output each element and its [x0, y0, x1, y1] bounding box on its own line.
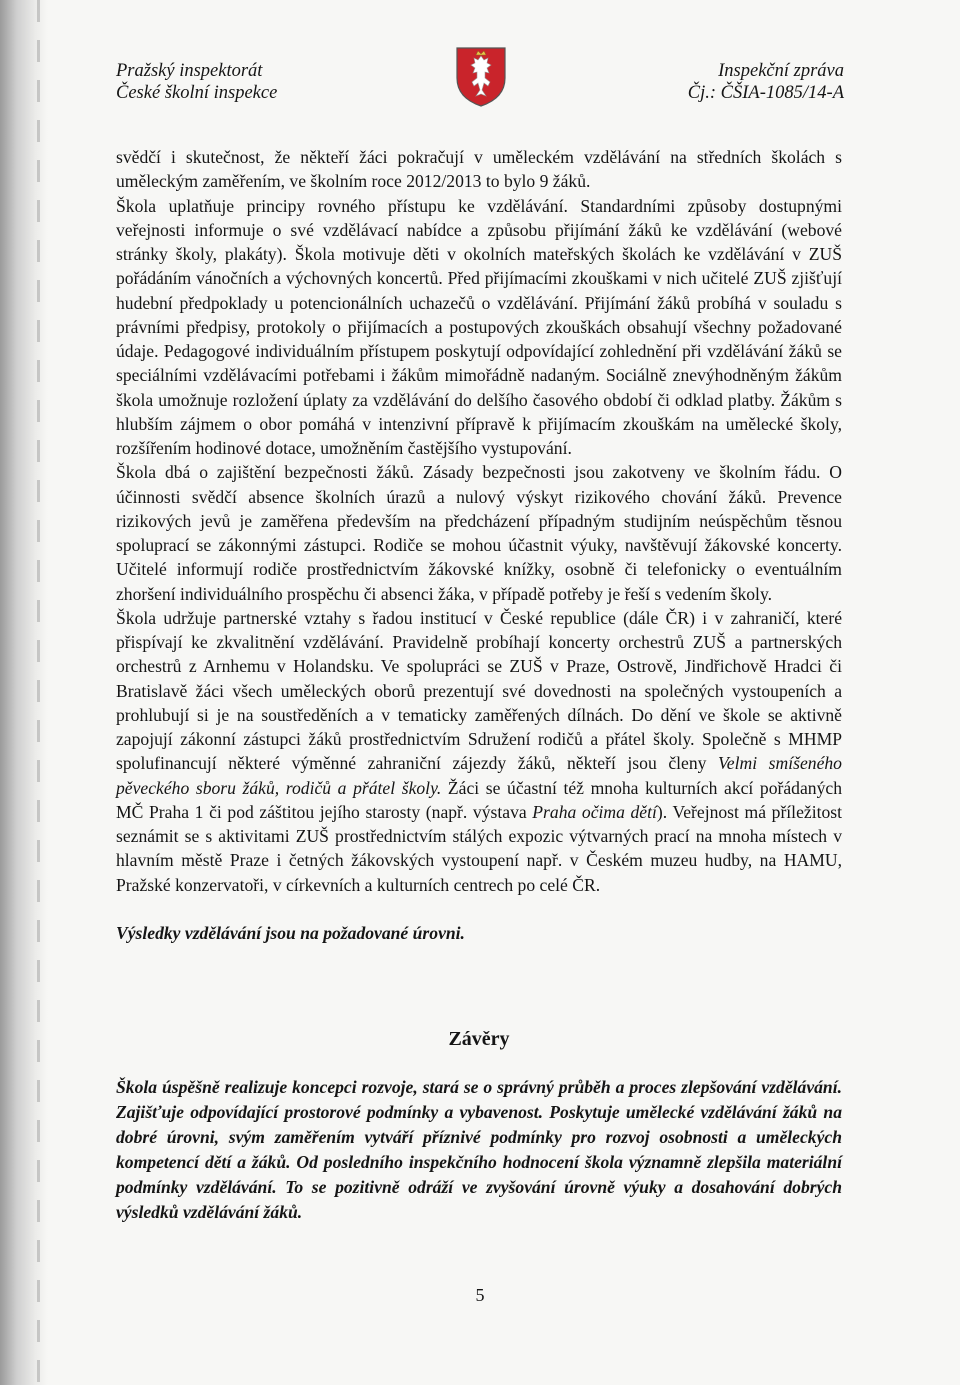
- page-number: 5: [475, 1285, 485, 1305]
- exhibition-name: Praha očima dětí: [532, 801, 657, 822]
- paragraph-text: Žáci se účastní též mnoha kulturních akcí pořádaných MČ Praha 1 či pod záštitou jejího starosty (např. výstava: [116, 777, 842, 822]
- header-report-type: Inspekční zpráva: [718, 61, 844, 81]
- paragraph-equal-access: Škola uplatňuje principy rovného přístupu ke vzdělávání. Standardními způsoby dostupnými veřejnosti informuje o své vzdělávací nabídce a způsobu přijímání žáků ke vzdělávání (webové stránky školy, plakáty). Škola motivuje děti v okolních mateřských školách ke vzdělávání v ZUŠ pořádáním vánočních a výchovných koncertů. Před přijímacími zkouškami v nich učitelé ZUŠ zjišťují hudební předpoklady u potencionálních uchazečů o vzdělávání. Přijímání žáků probíhá v souladu s právními předpisy, protokoly o přijímacích a postupových zkouškách obsahují všechny požadované údaje. Pedagogové individuálním přístupem poskytují odpovídající zohlednění při vzdělávání žáků se speciálními vzdělávacími potřebami i žákům mimořádně nadaným. Sociálně znevýhodněným žákům škola umožnuje rozložení úplaty za vzdělávání do delšího časového období či odklad platby. Žákům s hlubším zájmem o obor pomáhá v intenzivní přípravě k přijímacím zkouškám na umělecké školy, rozšířením hodinové dotace, umožněním častějšího vystupování.: [116, 195, 842, 458]
- report-body: [116, 145, 842, 1225]
- header-org-line1: Pražský inspektorát: [116, 61, 263, 81]
- header-org-line2: České školní inspekce: [116, 83, 278, 103]
- results-statement: Výsledky vzdělávání jsou na požadované úrovni.: [116, 922, 465, 943]
- paragraph-text: ). Veřejnost má příležitost seznámit se s aktivitami ZUŠ prostřednictvím stálých expozic výtvarných prací na mnoha místech v hlavním městě Praze i četných žákovských vystoupení např. v Českém muzeu hudby, na HAMU, Pražské konzervatoři, v církevních a kulturních centrech po celé ČR.: [116, 801, 843, 895]
- header-right: [688, 60, 844, 104]
- section-title-conclusions: Závěry: [448, 1028, 510, 1050]
- choir-name: Velmi smíšeného pěveckého sboru žáků, rodičů a přátel školy.: [116, 753, 842, 798]
- paragraph-text: Škola udržuje partnerské vztahy s řadou institucí v České republice (dále ČR) i v zahraničí, které přispívají ke zkvalitnění vzdělávání. Pravidelně probíhají koncerty orchestrů ZUŠ a partnerských orchestrů z Arnhemu v Holandsku. Ve spolupráci se ZUŠ v Praze, Ostrově, Jindřichově Hradci či Bratislavě žáci všech uměleckých oborů prezentují své dovednosti na společných vystoupeních a prohlubují si je na soustředěních a v tematicky zaměřených dílnách. Do dění ve škole se aktivně zapojují zákonní zástupci žáků prostřednictvím Sdružení rodičů a přátel školy. Společně s MHMP spolufinancují některé výměnné zahraniční zájezdy žáků, někteří jsou členy: [116, 607, 842, 774]
- paragraph-partnerships: [116, 606, 842, 897]
- paragraph-continuation: svědčí i skutečnost, že někteří žáci pokračují v uměleckém vzdělávání na středních školách s uměleckým zaměřením, ve školním roce 2012/2013 to bylo 9 žáků.: [116, 147, 842, 192]
- conclusions-text: Škola úspěšně realizuje koncepci rozvoje, stará se o správný průběh a proces zlepšování vzdělávání. Zajišťuje odpovídající prostorové podmínky a vybavenost. Poskytuje umělecké vzdělávání žáků na dobré úrovni, svým zaměřením vytváří příznivé podmínky pro rozvoj osobnosti a uměleckých kompetencí dětí a žáků. Od posledního inspekčního hodnocení škola významně zlepšila materiální podmínky vzdělávání. To se pozitivně odráží ve zvyšování úrovně výuky a dosahování dobrých výsledků vzdělávání žáků.: [116, 1077, 842, 1223]
- czech-coat-of-arms-icon: [455, 46, 507, 108]
- header-left: [116, 60, 277, 104]
- paragraph-safety: Škola dbá o zajištění bezpečnosti žáků. Zásady bezpečnosti jsou zakotveny ve školním řádu. O účinnosti svědčí absence školních úrazů a nulový výskyt rizikového chování žáků. Prevence rizikových jevů je zaměřena především na předcházení případným studijním neúspěchům těsnou spoluprací se zákonnými zástupci. Rodiče se mohou účastnit výuky, navštěvují žákovské koncerty. Učitelé informují rodiče prostřednictvím žákovské knížky, osobně či telefonicky o eventuálním zhoršení individuálního prospěchu či absenci žáka, v případě potřeby je řeší s vedením školy.: [116, 462, 842, 604]
- header-reference-number: Čj.: ČŠIA-1085/14-A: [687, 83, 844, 103]
